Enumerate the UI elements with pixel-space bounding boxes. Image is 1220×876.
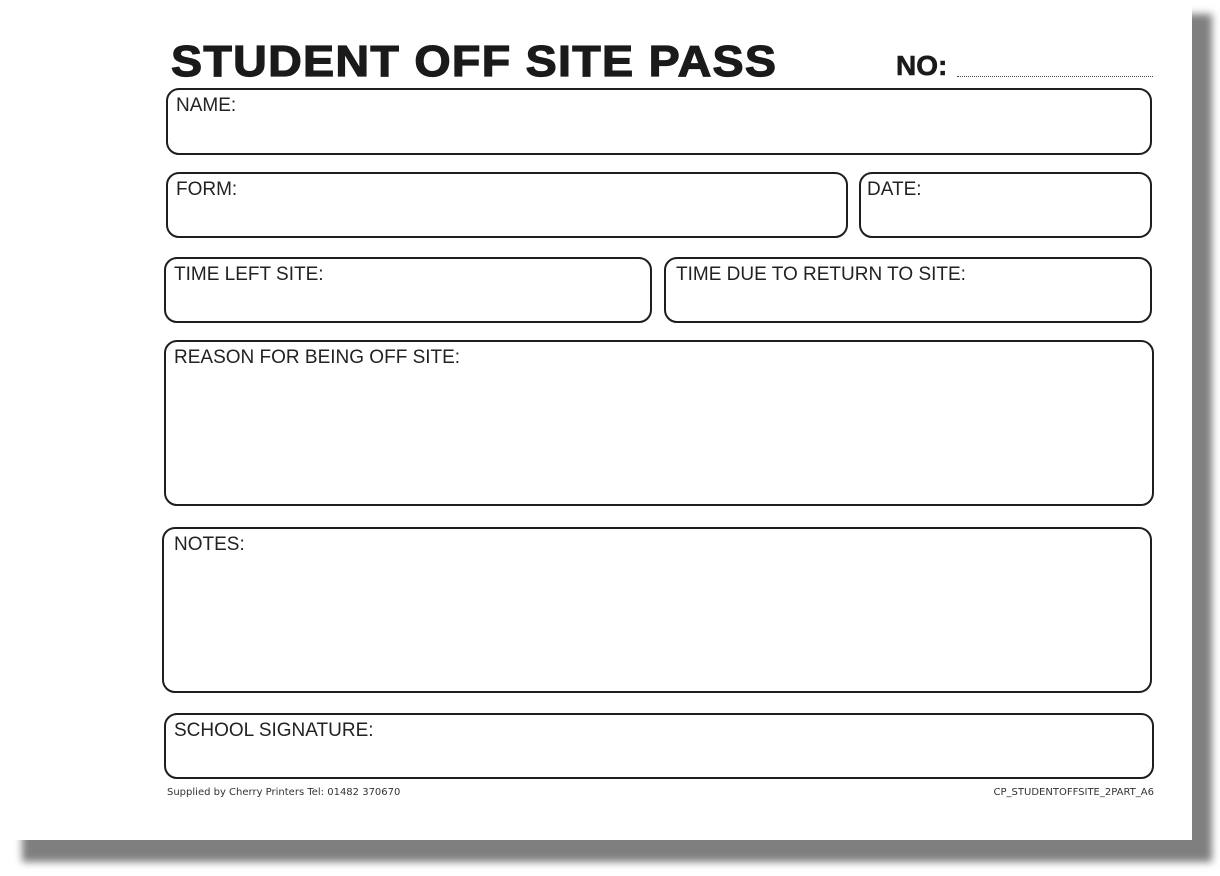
name-field[interactable] — [166, 88, 1152, 155]
pass-number-label: NO: — [896, 50, 948, 81]
notes-label: NOTES: — [174, 534, 245, 555]
school-signature-label: SCHOOL SIGNATURE: — [174, 720, 374, 741]
product-code: CP_STUDENTOFFSITE_2PART_A6 — [993, 787, 1154, 798]
form-field[interactable] — [166, 172, 848, 238]
notes-field[interactable] — [162, 527, 1152, 693]
reason-label: REASON FOR BEING OFF SITE: — [174, 347, 461, 368]
time-due-return-label: TIME DUE TO RETURN TO SITE: — [676, 264, 966, 285]
form-label: FORM: — [176, 179, 238, 200]
time-left-site-field[interactable] — [164, 257, 652, 323]
supplier-credit: Supplied by Cherry Printers Tel: 01482 370670 — [167, 787, 401, 798]
pass-number-field[interactable] — [957, 74, 1153, 77]
date-label: DATE: — [867, 179, 922, 200]
date-field[interactable] — [859, 172, 1152, 238]
time-left-site-label: TIME LEFT SITE: — [174, 264, 324, 285]
time-due-return-field[interactable] — [664, 257, 1152, 323]
name-label: NAME: — [176, 95, 237, 116]
reason-field[interactable] — [164, 340, 1154, 506]
school-signature-field[interactable] — [164, 713, 1154, 779]
page-title: STUDENT OFF SITE PASS — [171, 37, 778, 86]
